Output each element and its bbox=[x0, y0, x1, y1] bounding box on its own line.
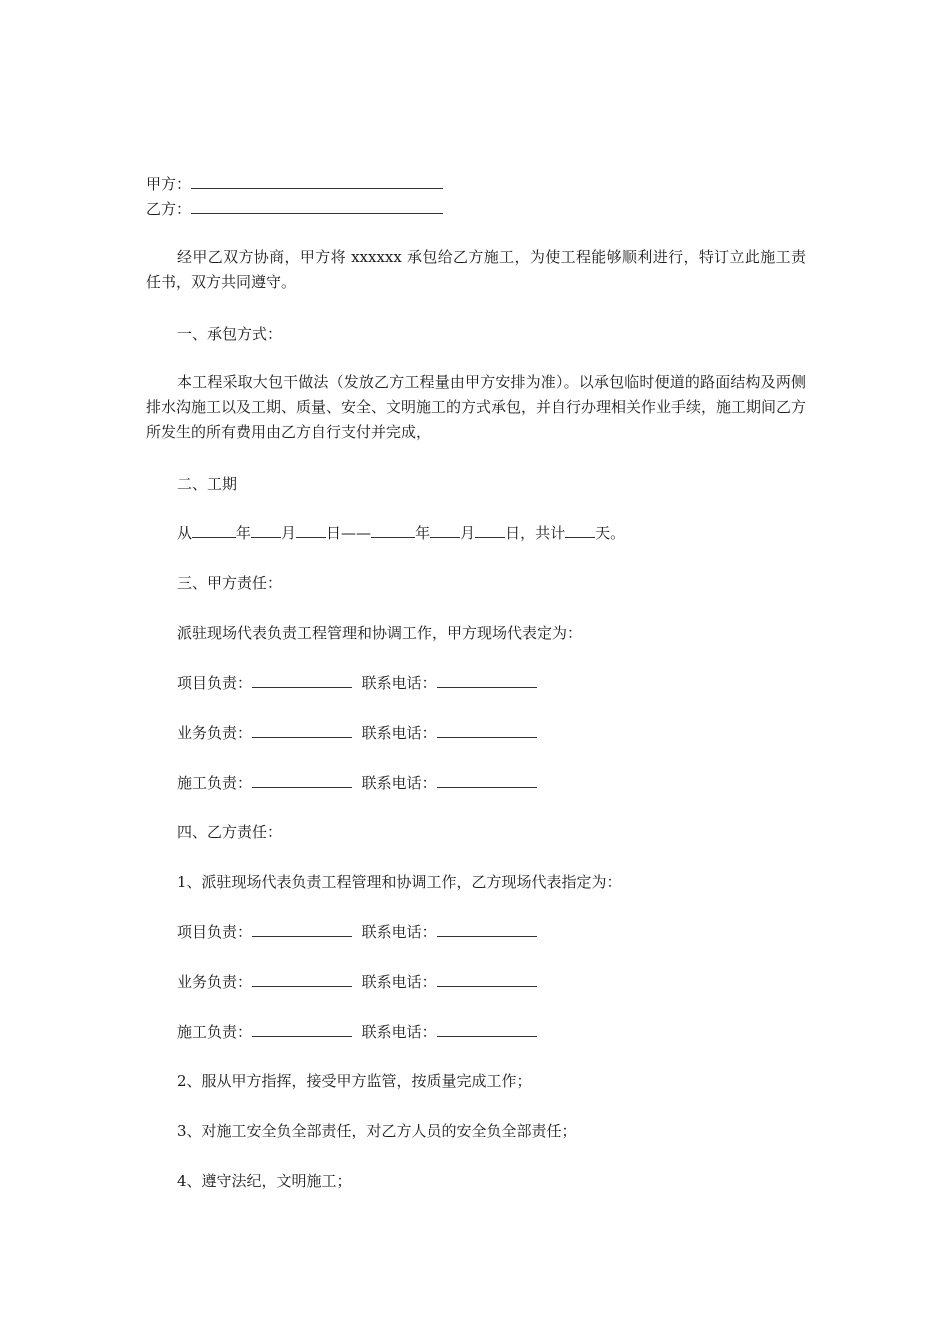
rep-phone-label: 联系电话： bbox=[361, 724, 437, 742]
rep-phone-blank bbox=[437, 1022, 537, 1037]
work-period-line bbox=[177, 523, 625, 543]
end-month-blank bbox=[430, 523, 460, 538]
rep-role: 施工负责： bbox=[177, 1023, 253, 1041]
section1-heading: 一、承包方式： bbox=[177, 325, 283, 343]
rep-role: 项目负责： bbox=[177, 674, 253, 692]
rep-phone-label: 联系电话： bbox=[361, 1023, 437, 1041]
section4-item1: 1、派驻现场代表负责工程管理和协调工作，乙方现场代表指定为： bbox=[177, 873, 622, 891]
rep-name-blank bbox=[252, 673, 352, 688]
period-month-2: 月 bbox=[460, 524, 476, 542]
start-day-blank bbox=[296, 523, 326, 538]
rep-phone-blank bbox=[437, 972, 537, 987]
start-year-blank bbox=[192, 523, 236, 538]
period-year: 年 bbox=[236, 524, 252, 542]
party-b-line bbox=[146, 199, 443, 219]
period-days: 天。 bbox=[595, 524, 626, 542]
total-days-blank bbox=[565, 523, 595, 538]
party-b-label: 乙方： bbox=[146, 200, 192, 218]
rep-role: 项目负责： bbox=[177, 923, 253, 941]
rep-role: 施工负责： bbox=[177, 774, 253, 792]
section2-heading: 二、工期 bbox=[177, 475, 238, 493]
party-b-rep-row bbox=[177, 1022, 537, 1042]
period-day: 日—— bbox=[326, 524, 372, 542]
period-month: 月 bbox=[281, 524, 297, 542]
period-day-end: 日，共计 bbox=[505, 524, 566, 542]
rep-role: 业务负责： bbox=[177, 973, 253, 991]
section4-item2: 2、服从甲方指挥，接受甲方监管，按质量完成工作； bbox=[177, 1072, 532, 1090]
rep-phone-blank bbox=[437, 773, 537, 788]
party-a-blank bbox=[191, 174, 443, 189]
rep-phone-label: 联系电话： bbox=[361, 774, 437, 792]
party-b-rep-row bbox=[177, 922, 537, 942]
rep-phone-label: 联系电话： bbox=[361, 973, 437, 991]
rep-name-blank bbox=[252, 972, 352, 987]
party-a-rep-row bbox=[177, 673, 537, 693]
section3-intro: 派驻现场代表负责工程管理和协调工作，甲方现场代表定为： bbox=[177, 624, 583, 642]
rep-name-blank bbox=[252, 1022, 352, 1037]
rep-phone-label: 联系电话： bbox=[361, 923, 437, 941]
section3-heading: 三、甲方责任： bbox=[177, 574, 283, 592]
party-b-blank bbox=[191, 199, 443, 214]
party-a-line bbox=[146, 174, 443, 194]
rep-name-blank bbox=[252, 922, 352, 937]
rep-phone-blank bbox=[437, 922, 537, 937]
start-month-blank bbox=[251, 523, 281, 538]
party-a-rep-row bbox=[177, 773, 537, 793]
rep-role: 业务负责： bbox=[177, 724, 253, 742]
period-year-2: 年 bbox=[415, 524, 431, 542]
section4-heading: 四、乙方责任： bbox=[177, 823, 283, 841]
section1-body: 本工程采取大包干做法（发放乙方工程量由甲方安排为准）。以承包临时便道的路面结构及两侧排水沟施工以及工期、质量、安全、文明施工的方式承包，并自行办理相关作业手续，施工期间乙方所发生的所有费用由乙方自行支付并完成， bbox=[146, 373, 807, 441]
section4-item3: 3、对施工安全负全部责任，对乙方人员的安全负全部责任； bbox=[177, 1122, 577, 1140]
party-a-label: 甲方： bbox=[146, 175, 192, 193]
party-a-rep-row bbox=[177, 723, 537, 743]
party-b-rep-row bbox=[177, 972, 537, 992]
end-day-blank bbox=[475, 523, 505, 538]
rep-name-blank bbox=[252, 723, 352, 738]
rep-name-blank bbox=[252, 773, 352, 788]
period-from: 从 bbox=[177, 524, 193, 542]
end-year-blank bbox=[371, 523, 415, 538]
intro-paragraph: 经甲乙双方协商，甲方将 xxxxxx 承包给乙方施工，为使工程能够顺利进行，特订立此施工责任书，双方共同遵守。 bbox=[146, 248, 806, 291]
rep-phone-blank bbox=[437, 673, 537, 688]
rep-phone-label: 联系电话： bbox=[361, 674, 437, 692]
section4-item4: 4、遵守法纪，文明施工； bbox=[177, 1172, 352, 1190]
rep-phone-blank bbox=[437, 723, 537, 738]
